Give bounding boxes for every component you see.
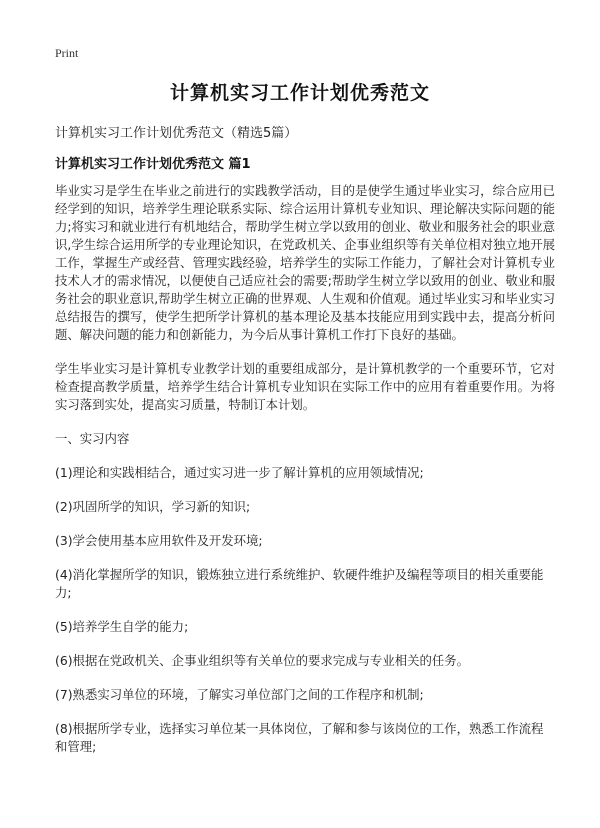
page-title: 计算机实习工作计划优秀范文 xyxy=(169,82,430,104)
document-body xyxy=(55,182,555,772)
list-item: (2)巩固所学的知识，学习新的知识; xyxy=(55,499,251,514)
outline-heading: 一、实习内容 xyxy=(55,431,130,446)
paragraph-intro: 毕业实习是学生在毕业之前进行的实践教学活动，目的是使学生通过毕业实习，综合应用已经学到的知识，培养学生理论联系实际、综合运用计算机专业知识、理论解决实际问题的能力;将实习和就业进行有机地结合，帮助学生树立学以致用的创业、敬业和服务社会的职业意识,学生综合运用所学的专业理论知识，在党政机关、企事业组织等有关单位相对独立地开展工作，掌握生产或经营、管理实践经验，培养学生的实际工作能力，了解社会对计算机专业技术人才的需求情况，以便使自己适应社会的需要;帮助学生树立学以致用的创业、敬业和服务社会的职业意识,帮助学生树立正确的世界观、人生观和价值观。通过毕业实习和毕业实习总结报告的撰写，使学生把所学计算机的基本理论及基本技能应用到实践中去，提高分析问题、解决问题的能力和创新能力，为今后从事计算机工作打下良好的基础。 xyxy=(55,183,555,342)
list-item: (7)熟悉实习单位的环境，了解实习单位部门之间的工作程序和机制; xyxy=(55,687,424,702)
list-item: (6)根据在党政机关、企事业组织等有关单位的要求完成与专业相关的任务。 xyxy=(55,653,470,668)
list-item: (3)学会使用基本应用软件及开发环境; xyxy=(55,533,263,548)
paragraph-purpose: 学生毕业实习是计算机专业教学计划的重要组成部分，是计算机教学的一个重要环节，它对检查提高教学质量，培养学生结合计算机专业知识在实际工作中的应用有着重要作用。为将实习落到实处，提高实习质量，特制订本计划。 xyxy=(55,361,555,412)
list-item: (1)理论和实践相结合，通过实习进一步了解计算机的应用领域情况; xyxy=(55,465,424,480)
list-item: (4)消化掌握所学的知识，锻炼独立进行系统维护、软硬件维护及编程等项目的相关重要能力; xyxy=(55,567,544,600)
list-item: (8)根据所学专业，选择实习单位某一具体岗位，了解和参与该岗位的工作，熟悉工作流程和管理; xyxy=(55,721,544,754)
section-heading: 计算机实习工作计划优秀范文 篇1 xyxy=(55,157,251,172)
subtitle: 计算机实习工作计划优秀范文（精选5篇） xyxy=(55,126,298,141)
print-label: Print xyxy=(55,46,79,60)
list-item: (5)培养学生自学的能力; xyxy=(55,619,189,634)
